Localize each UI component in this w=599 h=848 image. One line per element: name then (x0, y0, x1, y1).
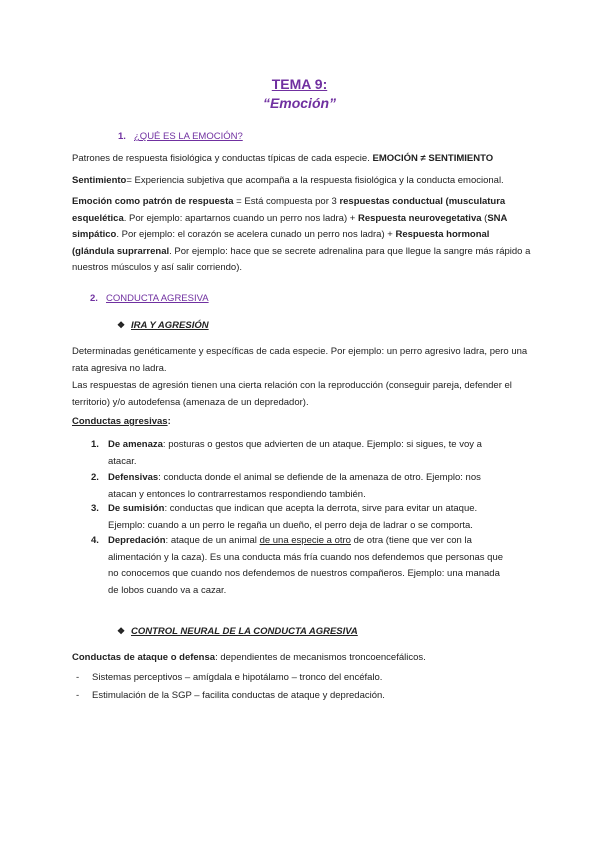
paragraph-text: = Está compuesta por 3 (233, 196, 340, 207)
dash-bullet-icon: - (76, 690, 80, 701)
paragraph-text: . Por ejemplo: hace que se secrete adrenalina para que llegue la sangre más rápido a nuestros músculos y así salir corriendo). (72, 245, 531, 273)
subsection-ira-agresion (117, 320, 209, 331)
paragraph-determinadas: Determinadas genéticamente y específicas de cada especie. Por ejemplo: un perro agresivo ladra, pero una rata agresiva no ladra. (72, 346, 528, 374)
paragraph-text: Patrones de respuesta fisiológica y conductas típicas de cada especie. (72, 153, 373, 164)
document-title: TEMA 9: (271, 76, 328, 92)
list-title: Conductas agresivas (72, 416, 168, 427)
subsection-title: IRA Y AGRESIÓN (131, 320, 209, 331)
bullet-item: Estimulación de la SGP – facilita conductas de ataque y depredación. (92, 690, 385, 701)
paragraph-definition (72, 151, 532, 168)
emphasis-text: SNA simpático (72, 212, 508, 240)
list-item-term: Defensivas (108, 472, 159, 483)
list-colon: : (167, 416, 171, 427)
emphasis-text: Respuesta hormonal (glándula suprarrenal (72, 229, 490, 257)
diamond-bullet-icon: ❖ (117, 320, 126, 330)
list-item (91, 470, 508, 503)
list-item (91, 437, 508, 470)
emphasis-text: Emoción como patrón de respuesta (72, 196, 234, 207)
paragraph-ataque-defensa (72, 650, 532, 667)
emphasis-text: Sentimiento (72, 175, 127, 186)
paragraph-text: = Experiencia subjetiva que acompaña a la respuesta fisiológica y la conducta emocional. (126, 175, 504, 186)
section-1-title: ¿QUÉ ES LA EMOCIÓN? (134, 131, 243, 142)
subsection-title: CONTROL NEURAL DE LA CONDUCTA AGRESIVA (131, 626, 358, 637)
section-2-number: 2. (90, 293, 98, 304)
emphasis-text: Conductas de ataque o defensa (72, 652, 216, 663)
list-item-number: 2. (91, 472, 99, 483)
document-subtitle: “Emoción” (262, 95, 337, 111)
section-1-heading (118, 131, 243, 142)
emphasis-text: respuestas conductual (musculatura esquelética (72, 196, 506, 224)
paragraph-text: . Por ejemplo: apartarnos cuando un perro nos ladra) + (123, 212, 358, 224)
section-2-title: CONDUCTA AGRESIVA (106, 293, 209, 304)
list-item-text: : posturas o gestos que advierten de un ataque. Ejemplo: si sigues, te voy a atacar. (108, 439, 482, 467)
paragraph-patron-respuesta (72, 194, 532, 277)
list-item-number: 3. (91, 503, 99, 514)
subsection-control-neural (117, 626, 358, 637)
list-item (91, 501, 508, 534)
paragraph-text: ( (481, 212, 488, 224)
emphasis-text: EMOCIÓN ≠ SENTIMIENTO (372, 153, 494, 164)
section-2-heading (90, 293, 209, 304)
list-item-number: 1. (91, 439, 99, 450)
bullet-item: Sistemas perceptivos – amígdala e hipotálamo – tronco del encéfalo. (92, 672, 383, 683)
paragraph-sentimiento (72, 173, 532, 190)
list-item-term: Depredación (108, 535, 166, 546)
paragraph-respuestas-agresion: Las respuestas de agresión tienen una cierta relación con la reproducción (conseguir pareja, defender el territorio) y/o autodefensa (amenaza de un depredador). (72, 380, 512, 408)
list-item-text: : ataque de un animal (165, 535, 260, 546)
list-item-term: De amenaza (108, 439, 163, 450)
list-item-text: : conducta donde el animal se defiende de la amenaza de otro. Ejemplo: nos atacan y entonces lo contrarrestamos respondiendo también. (108, 472, 481, 500)
paragraph-text: . Por ejemplo: el corazón se acelera cunado un perro nos ladra) + (116, 229, 396, 240)
emphasis-text: Respuesta neurovegetativa (357, 212, 482, 224)
list-item (91, 533, 508, 599)
section-1-number: 1. (118, 131, 126, 142)
list-item-text: de otra (tiene que ver con la alimentación y la caza). Es una conducta más fría cuando nos defendemos que personas que no conocemos que cuando nos defendemos de nuestros compañeros. Ejemplo: una manada de lobos cuando va a cazar. (108, 535, 504, 596)
list-heading (72, 414, 532, 431)
dash-bullet-icon: - (76, 672, 80, 683)
diamond-bullet-icon: ❖ (117, 626, 126, 636)
paragraph-text: : dependientes de mecanismos troncoencefálicos. (215, 652, 426, 663)
list-item-underlined: de una especie a otro (259, 535, 351, 546)
list-item-number: 4. (91, 535, 99, 546)
list-item-term: De sumisión (108, 503, 165, 514)
list-item-text: : conductas que indican que acepta la derrota, sirve para evitar un ataque. Ejemplo: cuando a un perro le regaña un dueño, el perro deja de ladrar o se comporta. (108, 503, 478, 531)
